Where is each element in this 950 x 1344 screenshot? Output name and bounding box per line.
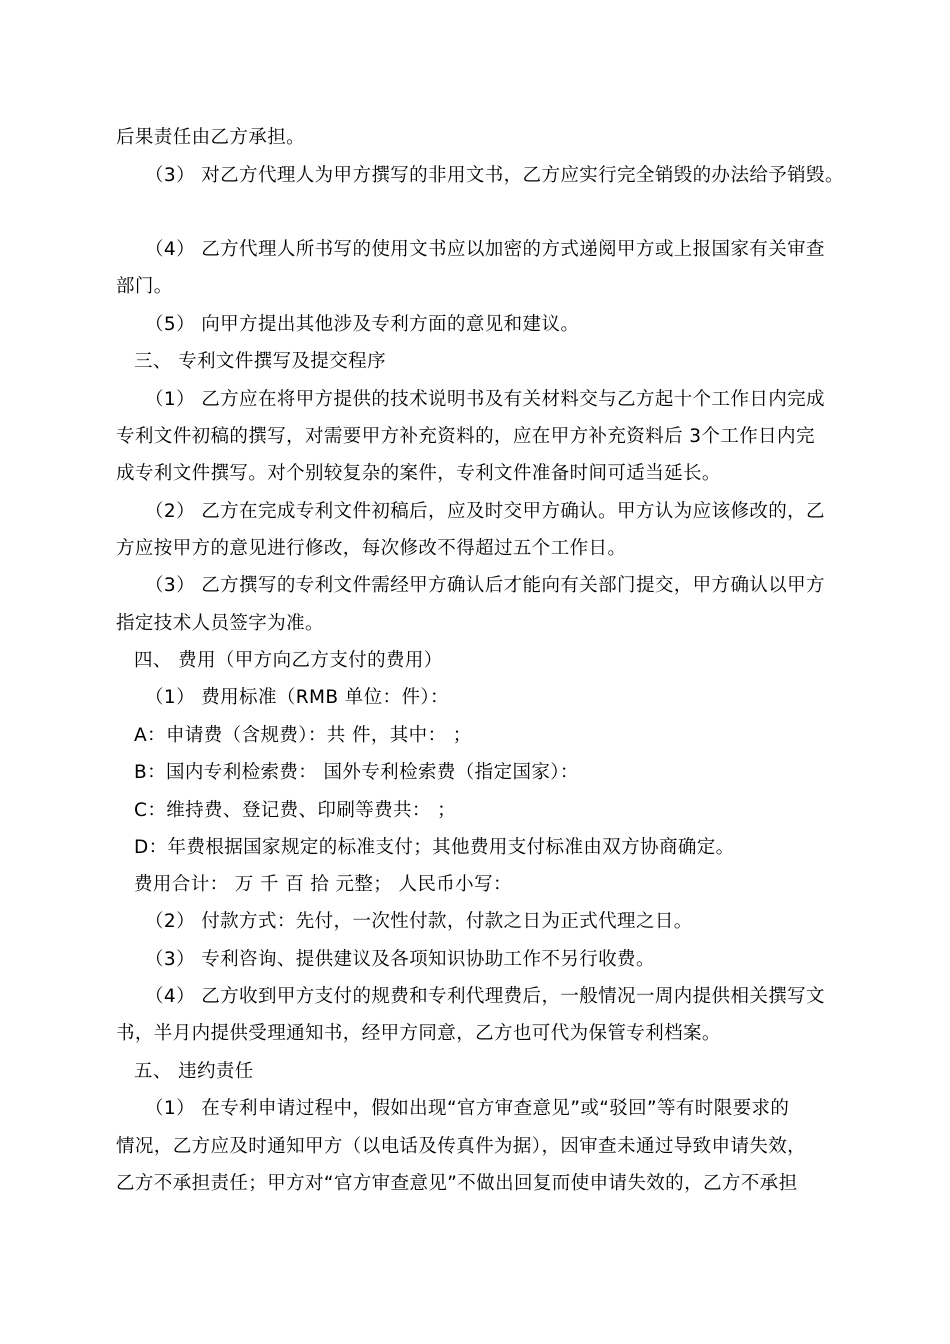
text-line: 情况，乙方应及时通知甲方（以电话及传真件为据），因审查未通过导致申请失效， [116,1136,807,1157]
text-line: 乙方不承担责任；甲方对“官方审查意见”不做出回复而使申请失效的，乙方不承担 [116,1173,798,1194]
text-line: （3） 专利咨询、提供建议及各项知识协助工作不另行收费。 [145,949,655,970]
text-line: （2） 付款方式：先付，一次性付款，付款之日为正式代理之日。 [145,911,693,932]
text-line: 成专利文件撰写。对个别较复杂的案件，专利文件准备时间可适当延长。 [116,463,721,484]
text-line: （1） 费用标准（RMB 单位：件）： [145,687,449,708]
text-line: 书，半月内提供受理通知书，经甲方同意，乙方也可代为保管专利档案。 [116,1023,721,1044]
text-line: （3） 对乙方代理人为甲方撰写的非用文书，乙方应实行完全销毁的办法给予销毁。 [145,165,844,186]
section-heading: 四、 费用（甲方向乙方支付的费用） [134,650,443,671]
section-heading: 五、 违约责任 [134,1061,254,1082]
text-line: 后果责任由乙方承担。 [116,127,306,148]
text-line: C：维持费、登记费、印刷等费共： ； [134,800,456,821]
text-line: （4） 乙方代理人所书写的使用文书应以加密的方式递阅甲方或上报国家有关审查 [145,239,825,260]
text-line: （1） 乙方应在将甲方提供的技术说明书及有关材料交与乙方起十个工作日内完成 [145,389,825,410]
text-line: （1） 在专利申请过程中，假如出现“官方审查意见”或“驳回”等有时限要求的 [145,1098,790,1119]
text-line: 指定技术人员签字为准。 [116,613,324,634]
text-line: （2） 乙方在完成专利文件初稿后，应及时交甲方确认。甲方认为应该修改的，乙 [145,501,825,522]
text-line: 方应按甲方的意见进行修改，每次修改不得超过五个工作日。 [116,538,627,559]
section-heading: 三、 专利文件撰写及提交程序 [134,351,386,372]
text-line: D：年费根据国家规定的标准支付；其他费用支付标准由双方协商确定。 [134,837,735,858]
text-line: 费用合计： 万 千 百 拾 元整； 人民币小写： [134,874,512,895]
text-line: （4） 乙方收到甲方支付的规费和专利代理费后，一般情况一周内提供相关撰写文 [145,986,825,1007]
text-line: （3） 乙方撰写的专利文件需经甲方确认后才能向有关部门提交，甲方确认以甲方 [145,575,825,596]
text-line: B：国内专利检索费： 国外专利检索费（指定国家）： [134,762,579,783]
text-line: A：申请费（含规费）：共 件，其中： ； [134,725,472,746]
text-line: （5） 向甲方提出其他涉及专利方面的意见和建议。 [145,314,580,335]
text-line: 专利文件初稿的撰写，对需要甲方补充资料的，应在甲方补充资料后 3个工作日内完 [116,426,815,447]
text-line: 部门。 [116,276,173,297]
